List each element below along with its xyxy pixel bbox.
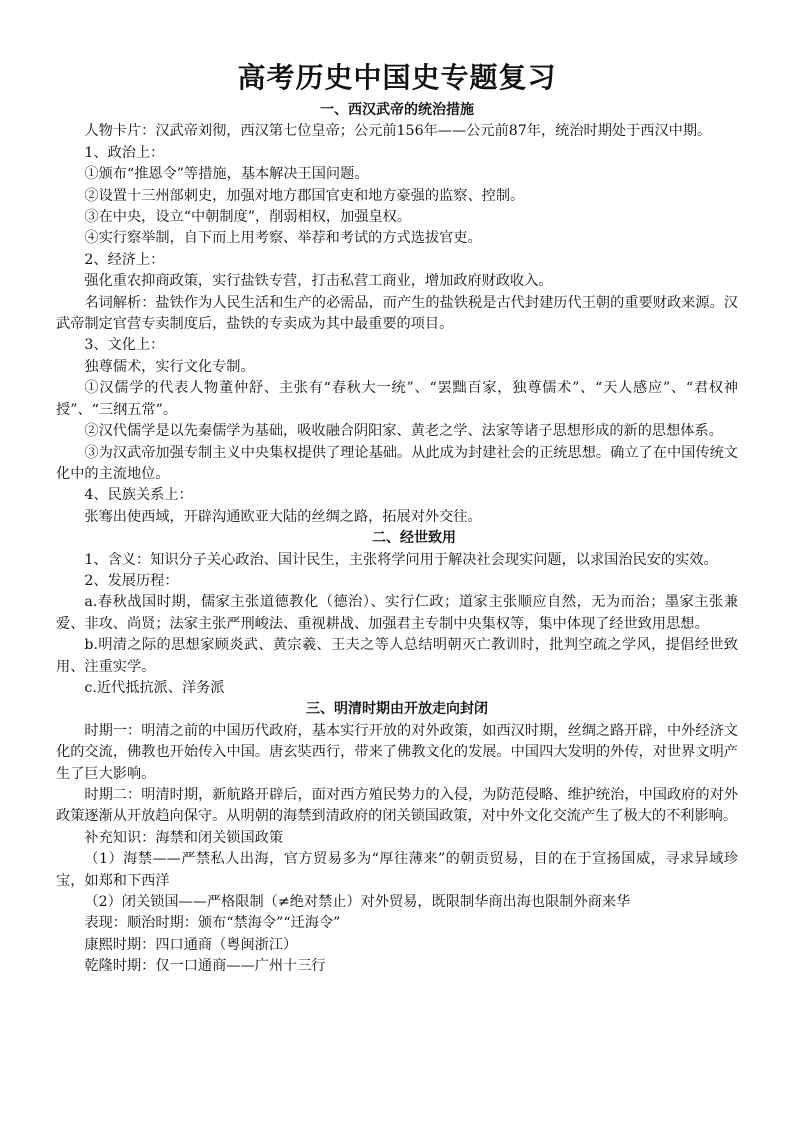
paragraph: 强化重农抑商政策，实行盐铁专营，打击私营工商业，增加政府财政收入。: [84, 273, 553, 290]
paragraph: 康熙时期：四口通商（粤闽浙江）: [84, 936, 298, 953]
paragraph: ①汉儒学的代表人物董仲舒、主张有“春秋大一统”、“罢黜百家，独尊儒术”、“天人感应”、“君权神授”、“三纲五常”。: [56, 380, 738, 418]
paragraph: 2、发展历程：: [84, 572, 179, 589]
paragraph: 表现：顺治时期：颁布“禁海令”“迁海令”: [84, 915, 341, 932]
paragraph: 1、含义：知识分子关心政治、国计民生，主张将学问用于解决社会现实问题，以求国治民安的实效。: [84, 551, 718, 568]
paragraph: ②设置十三州部刺史，加强对地方郡国官吏和地方豪强的监察、控制。: [84, 187, 525, 204]
page-title: 高考历史中国史专题复习: [237, 61, 557, 94]
section-heading-3: 三、明清时期由开放走向封闭: [306, 701, 488, 718]
paragraph: 名词解析：盐铁作为人民生活和生产的必需品，而产生的盐铁税是古代封建历代王朝的重要财政来源。汉武帝制定官营专卖制度后，盐铁的专卖成为其中最重要的项目。: [56, 294, 738, 333]
paragraph: 4、民族关系上：: [84, 487, 193, 504]
paragraph: ④实行察举制，自下而上用考察、举荐和考试的方式选拔官吏。: [84, 230, 482, 247]
paragraph: c.近代抵抗派、洋务派: [84, 679, 225, 696]
paragraph: （2）闭关锁国——严格限制（≠绝对禁止）对外贸易，既限制华商出海也限制外商来华: [84, 894, 631, 911]
paragraph: 2、经济上：: [84, 251, 165, 268]
paragraph: 时期一：明清之前的中国历代政府，基本实行开放的对外政策，如西汉时期，丝绸之路开辟，中外经济文化的交流，佛教也开始传入中国。唐玄奘西行，带来了佛教文化的发展。中国四大发明的外传，对世界文明产生了巨大影响。: [56, 722, 738, 782]
paragraph: 人物卡片：汉武帝刘彻，西汉第七位皇帝；公元前156年——公元前87年，统治时期处于西汉中期。: [84, 123, 712, 140]
paragraph: （1）海禁——严禁私人出海，官方贸易多为“厚往薄来”的朝贡贸易，目的在于宣扬国威，寻求异域珍宝，如郑和下西洋: [56, 851, 738, 889]
paragraph: 独尊儒术，实行文化专制。: [84, 358, 255, 375]
paragraph: 张骞出使西域，开辟沟通欧亚大陆的丝绸之路，拓展对外交往。: [84, 508, 482, 525]
paragraph: 时期二：明清时期，新航路开辟后，面对西方殖民势力的入侵，为防范侵略、维护统治，中国政府的对外政策逐渐从开放趋向保守。从明朝的海禁到清政府的闭关锁国政策，对中外文化交流产生了极大的不利影响。: [56, 787, 738, 825]
section-heading-2: 二、经世致用: [372, 530, 456, 547]
paragraph: ②汉代儒学是以先秦儒学为基础，吸收融合阴阳家、黄老之学、法家等诸子思想形成的新的思想体系。: [84, 423, 723, 440]
paragraph: ①颁布“推恩令”等措施，基本解决王国问题。: [84, 166, 369, 183]
paragraph: 3、文化上：: [84, 337, 165, 354]
section-heading-1: 一、西汉武帝的统治措施: [320, 102, 474, 118]
paragraph: a.春秋战国时期，儒家主张道德教化（德治）、实行仁政；道家主张顺应自然，无为而治；墨家主张兼爱、非攻、尚贤；法家主张严刑峻法、重视耕战、加强君主专制中央集权等，集中体现了经世致用思想。: [56, 594, 738, 632]
paragraph: ③为汉武帝加强专制主义中央集权提供了理论基础。从此成为封建社会的正统思想。确立了在中国传统文化中的主流地位。: [56, 444, 738, 482]
paragraph: 补充知识：海禁和闭关锁国政策: [84, 829, 284, 846]
paragraph: b.明清之际的思想家顾炎武、黄宗羲、王夫之等人总结明朝灭亡教训时，批判空疏之学风，提倡经世致用、注重实学。: [56, 637, 738, 675]
paragraph: 乾隆时期：仅一口通商——广州十三行: [84, 958, 326, 975]
paragraph: 1、政治上：: [84, 144, 165, 161]
paragraph: ③在中央，设立“中朝制度”，削弱相权，加强皇权。: [84, 209, 412, 226]
